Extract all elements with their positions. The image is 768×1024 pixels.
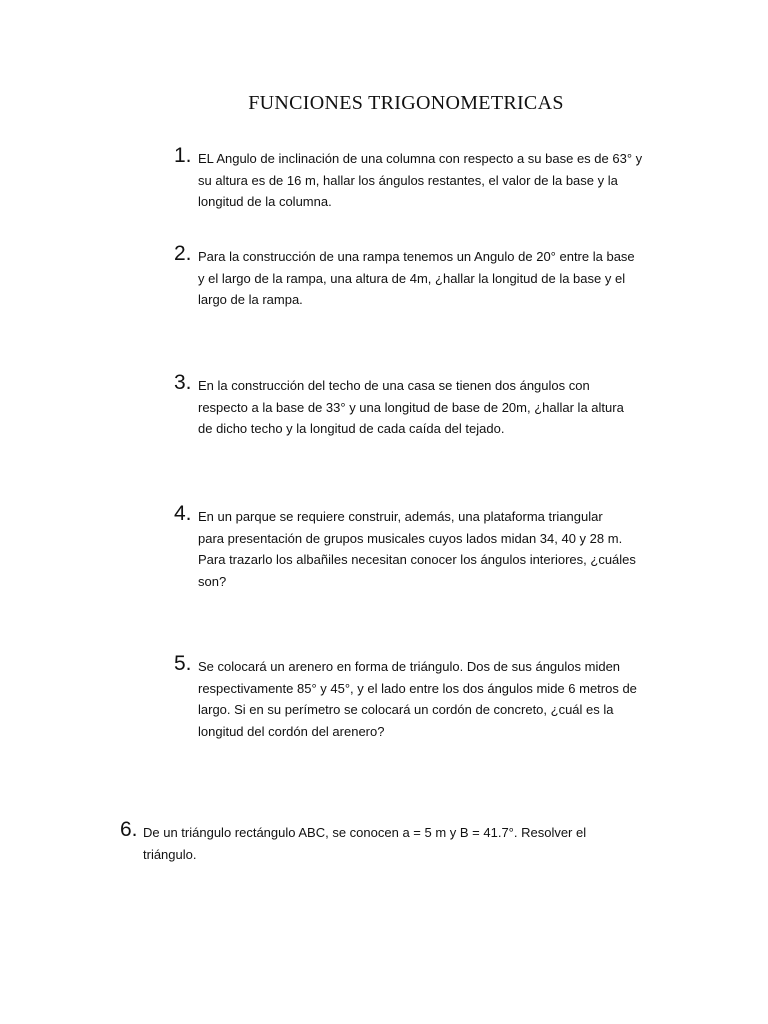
document-title: FUNCIONES TRIGONOMETRICAS [248, 92, 564, 114]
problem-number: 4. [174, 502, 192, 525]
problem-text: Se colocará un arenero en forma de triángulo. Dos de sus ángulos miden respectivamente 85° y 45°, y el lado entre los dos ángulos mide 6 metros de largo. Si en su perímetro se colocará un cordón de concreto, ¿cuál es la longitud del cordón del arenero? [198, 659, 637, 739]
problem-text: En la construcción del techo de una casa se tienen dos ángulos con respecto a la base de 33° y una longitud de base de 20m, ¿hallar la altura de dicho techo y la longitud de cada caída del tejado. [198, 378, 624, 436]
problem-text: De un triángulo rectángulo ABC, se conocen a = 5 m y B = 41.7°. Resolver el triángulo. [143, 825, 587, 862]
problem-number: 3. [174, 371, 192, 394]
problem-text: En un parque se requiere construir, además, una plataforma triangular para presentación de grupos musicales cuyos lados midan 34, 40 y 28 m. Para trazarlo los albañiles necesitan conocer los ángulos interiores, ¿cuáles son? [198, 509, 636, 589]
problem-text: Para la construcción de una rampa tenemos un Angulo de 20° entre la base y el largo de la rampa, una altura de 4m, ¿hallar la longitud de la base y el largo de la rampa. [198, 249, 635, 307]
problem-number: 6. [120, 818, 138, 841]
problem-number: 1. [174, 144, 192, 167]
problem-number: 5. [174, 652, 192, 675]
problem-text: EL Angulo de inclinación de una columna con respecto a su base es de 63° y su altura es de 16 m, hallar los ángulos restantes, el valor de la base y la longitud de la columna. [198, 151, 643, 209]
problem-number: 2. [174, 242, 192, 265]
